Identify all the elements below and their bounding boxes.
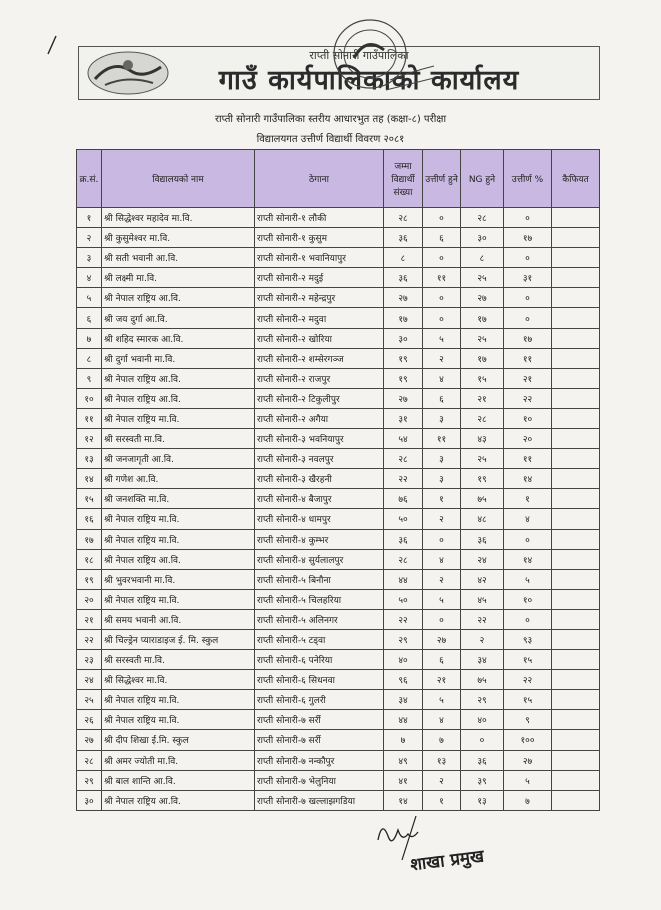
table-row (77, 408, 600, 428)
cell-remarks (552, 449, 600, 469)
cell-ng: ० (461, 730, 504, 750)
cell-total: ४१ (384, 770, 423, 790)
cell-passed: ० (423, 529, 461, 549)
cell-sn: ३० (77, 790, 102, 810)
cell-ng: १३ (461, 790, 504, 810)
cell-total: ९६ (384, 670, 423, 690)
cell-total: २८ (384, 549, 423, 569)
cell-passed: १३ (423, 750, 461, 770)
municipality-name: राप्ती सोनारी गाउँपालिका (309, 49, 409, 62)
header-sn: क्र.सं. (77, 150, 102, 208)
cell-passed: २ (423, 569, 461, 589)
cell-pass-percent: ७ (504, 790, 552, 810)
cell-pass-percent: २२ (504, 670, 552, 690)
cell-address: राप्ती सोनारी-२ राजपुर (255, 368, 384, 388)
cell-ng: २१ (461, 388, 504, 408)
cell-total: ४४ (384, 710, 423, 730)
cell-remarks (552, 248, 600, 268)
cell-total: ३१ (384, 408, 423, 428)
cell-total: ३४ (384, 690, 423, 710)
cell-pass-percent: २२ (504, 388, 552, 408)
cell-total: ५० (384, 589, 423, 609)
cell-school-name: श्री दुर्गा भवानी मा.वि. (102, 348, 255, 368)
cell-ng: ७५ (461, 489, 504, 509)
cell-sn: २३ (77, 650, 102, 670)
exam-title: राप्ती सोनारी गाउँपालिका स्तरीय आधारभुत तह (कक्षा-८) परीक्षा (214, 114, 447, 125)
cell-passed: ४ (423, 549, 461, 569)
cell-pass-percent: ० (504, 529, 552, 549)
cell-address: राप्ती सोनारी-३ खैरहनी (255, 469, 384, 489)
cell-ng: ४८ (461, 509, 504, 529)
cell-address: राप्ती सोनारी-६ सिधनवा (255, 670, 384, 690)
cell-address: राप्ती सोनारी-४ बैजापुर (255, 489, 384, 509)
cell-passed: २ (423, 509, 461, 529)
cell-sn: २२ (77, 629, 102, 649)
cell-pass-percent: १५ (504, 650, 552, 670)
cell-total: २७ (384, 388, 423, 408)
cell-ng: ७५ (461, 670, 504, 690)
cell-address: राप्ती सोनारी-७ भेलुनिया (255, 770, 384, 790)
cell-ng: १५ (461, 368, 504, 388)
cell-school-name: श्री कुसुमेश्वर मा.वि. (102, 228, 255, 248)
cell-remarks (552, 790, 600, 810)
cell-school-name: श्री नेपाल राष्ट्रिय आ.वि. (102, 288, 255, 308)
cell-total: १९ (384, 368, 423, 388)
cell-address: राप्ती सोनारी-५ टड्वा (255, 629, 384, 649)
table-row (77, 308, 600, 328)
cell-ng: २ (461, 629, 504, 649)
table-row (77, 248, 600, 268)
header-pass-percent: उत्तीर्ण % (504, 150, 552, 208)
cell-address: राप्ती सोनारी-२ अगैया (255, 408, 384, 428)
cell-pass-percent: १४ (504, 469, 552, 489)
cell-remarks (552, 408, 600, 428)
cell-pass-percent: ० (504, 609, 552, 629)
cell-school-name: श्री नेपाल राष्ट्रिय मा.वि. (102, 690, 255, 710)
cell-sn: २६ (77, 710, 102, 730)
table-row (77, 690, 600, 710)
table-row (77, 650, 600, 670)
cell-pass-percent: ० (504, 308, 552, 328)
cell-remarks (552, 228, 600, 248)
cell-school-name: श्री समय भवानी आ.वि. (102, 609, 255, 629)
cell-ng: ३६ (461, 750, 504, 770)
cell-remarks (552, 308, 600, 328)
cell-address: राप्ती सोनारी-२ टिकुलीपुर (255, 388, 384, 408)
table-row (77, 710, 600, 730)
cell-address: राप्ती सोनारी-१ भवानियापुर (255, 248, 384, 268)
cell-ng: २८ (461, 208, 504, 228)
header-school-name: विद्यालयको नाम (102, 150, 255, 208)
cell-school-name: श्री सरस्वती मा.वि. (102, 650, 255, 670)
cell-address: राप्ती सोनारी-६ गुलरी (255, 690, 384, 710)
cell-ng: ३६ (461, 529, 504, 549)
cell-pass-percent: १० (504, 408, 552, 428)
cell-pass-percent: ३१ (504, 268, 552, 288)
cell-address: राप्ती सोनारी-७ खल्लाझगडिया (255, 790, 384, 810)
cell-ng: ८ (461, 248, 504, 268)
cell-ng: २४ (461, 549, 504, 569)
table-row (77, 388, 600, 408)
table-header-row (77, 150, 600, 208)
cell-address: राप्ती सोनारी-४ धामपुर (255, 509, 384, 529)
cell-passed: ७ (423, 730, 461, 750)
cell-address: राप्ती सोनारी-७ सर्री (255, 730, 384, 750)
cell-ng: १७ (461, 348, 504, 368)
cell-school-name: श्री सिद्धेश्वर मा.वि. (102, 670, 255, 690)
cell-passed: २ (423, 348, 461, 368)
cell-school-name: श्री सिद्धेश्वर महादेव मा.वि. (102, 208, 255, 228)
cell-ng: ४३ (461, 429, 504, 449)
cell-ng: १७ (461, 308, 504, 328)
table-row (77, 509, 600, 529)
cell-sn: २५ (77, 690, 102, 710)
cell-passed: ६ (423, 650, 461, 670)
table-row (77, 730, 600, 750)
cell-sn: ५ (77, 288, 102, 308)
cell-passed: ० (423, 288, 461, 308)
cell-remarks (552, 529, 600, 549)
cell-remarks (552, 429, 600, 449)
cell-passed: ० (423, 248, 461, 268)
report-title: विद्यालयगत उत्तीर्ण विद्यार्थी विवरण २०८१ (256, 134, 405, 145)
cell-sn: १९ (77, 569, 102, 589)
cell-total: २८ (384, 208, 423, 228)
cell-passed: ३ (423, 449, 461, 469)
cell-school-name: श्री नेपाल राष्ट्रिय मा.वि. (102, 408, 255, 428)
cell-ng: ३९ (461, 770, 504, 790)
cell-total: ४० (384, 650, 423, 670)
header-total-students: जम्मा विद्यार्थी संख्या (384, 150, 423, 208)
cell-passed: ३ (423, 469, 461, 489)
cell-remarks (552, 388, 600, 408)
cell-passed: ५ (423, 589, 461, 609)
cell-remarks (552, 650, 600, 670)
cell-sn: १४ (77, 469, 102, 489)
cell-remarks (552, 670, 600, 690)
cell-sn: २ (77, 228, 102, 248)
cell-address: राप्ती सोनारी-४ सुर्यलालपुर (255, 549, 384, 569)
cell-ng: २५ (461, 328, 504, 348)
cell-passed: ४ (423, 710, 461, 730)
table-row (77, 348, 600, 368)
cell-school-name: श्री गणेश आ.वि. (102, 469, 255, 489)
table-row (77, 469, 600, 489)
cell-passed: ११ (423, 268, 461, 288)
cell-address: राप्ती सोनारी-२ खोरिया (255, 328, 384, 348)
cell-address: राप्ती सोनारी-४ कुम्भर (255, 529, 384, 549)
cell-passed: ३ (423, 408, 461, 428)
cell-sn: १८ (77, 549, 102, 569)
results-table (76, 149, 600, 811)
table-row (77, 589, 600, 609)
cell-pass-percent: ९३ (504, 629, 552, 649)
cell-pass-percent: ९ (504, 710, 552, 730)
cell-remarks (552, 750, 600, 770)
table-row (77, 268, 600, 288)
cell-school-name: श्री जनशक्ति मा.वि. (102, 489, 255, 509)
cell-remarks (552, 589, 600, 609)
cell-address: राप्ती सोनारी-५ बिनौना (255, 569, 384, 589)
table-row (77, 328, 600, 348)
cell-total: १४ (384, 790, 423, 810)
cell-pass-percent: २० (504, 429, 552, 449)
cell-school-name: श्री शहिद स्मारक आ.वि. (102, 328, 255, 348)
cell-sn: २९ (77, 770, 102, 790)
cell-passed: ० (423, 208, 461, 228)
cell-school-name: श्री नेपाल राष्ट्रिय आ.वि. (102, 368, 255, 388)
cell-total: ४९ (384, 750, 423, 770)
cell-total: ४४ (384, 569, 423, 589)
cell-address: राप्ती सोनारी-५ चिलहरिया (255, 589, 384, 609)
cell-total: ३६ (384, 268, 423, 288)
cell-ng: ४० (461, 710, 504, 730)
cell-total: २८ (384, 449, 423, 469)
cell-pass-percent: १५ (504, 690, 552, 710)
cell-total: ५० (384, 509, 423, 529)
cell-remarks (552, 268, 600, 288)
cell-school-name: श्री सरस्वती मा.वि. (102, 429, 255, 449)
cell-remarks (552, 328, 600, 348)
office-name: गाउँ कार्यपालिकाको कार्यालय (218, 65, 520, 96)
cell-remarks (552, 489, 600, 509)
signatory-title: शाखा प्रमुख (409, 846, 486, 876)
table-row (77, 208, 600, 228)
cell-school-name: श्री नेपाल राष्ट्रिय मा.वि. (102, 509, 255, 529)
cell-school-name: श्री चिल्ड्रेन प्याराडाइज ई. मि. स्कुल (102, 629, 255, 649)
table-row (77, 629, 600, 649)
cell-sn: १६ (77, 509, 102, 529)
table-row (77, 790, 600, 810)
cell-total: २२ (384, 609, 423, 629)
cell-sn: २४ (77, 670, 102, 690)
cell-school-name: श्री भुवरभवानी मा.वि. (102, 569, 255, 589)
cell-school-name: श्री सती भवानी आ.वि. (102, 248, 255, 268)
cell-sn: ९ (77, 368, 102, 388)
cell-remarks (552, 730, 600, 750)
table-row (77, 449, 600, 469)
cell-passed: ० (423, 609, 461, 629)
cell-sn: १० (77, 388, 102, 408)
table-row (77, 529, 600, 549)
cell-school-name: श्री लक्ष्मी मा.वि. (102, 268, 255, 288)
cell-school-name: श्री नेपाल राष्ट्रिय मा.वि. (102, 710, 255, 730)
cell-remarks (552, 770, 600, 790)
cell-remarks (552, 469, 600, 489)
cell-ng: २७ (461, 288, 504, 308)
cell-pass-percent: ११ (504, 449, 552, 469)
cell-sn: २० (77, 589, 102, 609)
cell-pass-percent: ५ (504, 569, 552, 589)
cell-remarks (552, 609, 600, 629)
pen-mark (42, 34, 72, 56)
cell-ng: ४५ (461, 589, 504, 609)
cell-ng: २९ (461, 690, 504, 710)
cell-remarks (552, 569, 600, 589)
cell-pass-percent: ० (504, 208, 552, 228)
cell-pass-percent: ५ (504, 770, 552, 790)
cell-passed: ६ (423, 388, 461, 408)
cell-remarks (552, 368, 600, 388)
cell-address: राप्ती सोनारी-३ नवलपुर (255, 449, 384, 469)
cell-pass-percent: १७ (504, 228, 552, 248)
cell-school-name: श्री नेपाल राष्ट्रिय आ.वि. (102, 388, 255, 408)
office-stamp (330, 14, 438, 100)
cell-sn: २१ (77, 609, 102, 629)
header-remarks: कैफियत (552, 150, 600, 208)
cell-ng: २८ (461, 408, 504, 428)
cell-passed: २ (423, 770, 461, 790)
table-row (77, 750, 600, 770)
cell-address: राप्ती सोनारी-६ पनेरिया (255, 650, 384, 670)
table-row (77, 368, 600, 388)
cell-total: ७ (384, 730, 423, 750)
cell-remarks (552, 509, 600, 529)
cell-passed: ० (423, 308, 461, 328)
header-passed: उत्तीर्ण हुने (423, 150, 461, 208)
cell-pass-percent: १४ (504, 549, 552, 569)
cell-pass-percent: ४ (504, 509, 552, 529)
cell-school-name: श्री नेपाल राष्ट्रिय आ.वि. (102, 549, 255, 569)
cell-school-name: श्री जय दुर्गा आ.वि. (102, 308, 255, 328)
cell-remarks (552, 710, 600, 730)
cell-pass-percent: ११ (504, 348, 552, 368)
cell-passed: ११ (423, 429, 461, 449)
cell-school-name: श्री नेपाल राष्ट्रिय मा.वि. (102, 529, 255, 549)
cell-passed: २७ (423, 629, 461, 649)
cell-remarks (552, 629, 600, 649)
table-row (77, 549, 600, 569)
cell-address: राप्ती सोनारी-२ महेन्द्रपुर (255, 288, 384, 308)
cell-ng: ४२ (461, 569, 504, 589)
cell-pass-percent: १ (504, 489, 552, 509)
cell-passed: ५ (423, 690, 461, 710)
cell-passed: ५ (423, 328, 461, 348)
cell-sn: १२ (77, 429, 102, 449)
header-address: ठेगाना (255, 150, 384, 208)
cell-ng: १९ (461, 469, 504, 489)
table-row (77, 288, 600, 308)
cell-ng: २२ (461, 609, 504, 629)
cell-ng: ३४ (461, 650, 504, 670)
cell-remarks (552, 288, 600, 308)
cell-sn: २८ (77, 750, 102, 770)
cell-sn: ८ (77, 348, 102, 368)
cell-total: ३६ (384, 529, 423, 549)
cell-school-name: श्री दीप शिखा ई.मि. स्कुल (102, 730, 255, 750)
cell-total: २७ (384, 288, 423, 308)
table-row (77, 569, 600, 589)
table-row (77, 670, 600, 690)
cell-sn: ३ (77, 248, 102, 268)
cell-pass-percent: १७ (504, 328, 552, 348)
cell-address: राप्ती सोनारी-१ कुसुम (255, 228, 384, 248)
table-row (77, 489, 600, 509)
cell-sn: १३ (77, 449, 102, 469)
table-row (77, 228, 600, 248)
cell-sn: ६ (77, 308, 102, 328)
cell-school-name: श्री नेपाल राष्ट्रिय मा.वि. (102, 589, 255, 609)
cell-total: २९ (384, 629, 423, 649)
cell-passed: ६ (423, 228, 461, 248)
cell-passed: ४ (423, 368, 461, 388)
cell-sn: २७ (77, 730, 102, 750)
cell-address: राप्ती सोनारी-२ मदुवा (255, 308, 384, 328)
cell-passed: १ (423, 489, 461, 509)
cell-address: राप्ती सोनारी-२ मदुई (255, 268, 384, 288)
cell-ng: २५ (461, 268, 504, 288)
cell-pass-percent: २१ (504, 368, 552, 388)
cell-remarks (552, 549, 600, 569)
cell-school-name: श्री अमर ज्योती मा.वि. (102, 750, 255, 770)
cell-address: राप्ती सोनारी-३ भवनियापुर (255, 429, 384, 449)
cell-total: २२ (384, 469, 423, 489)
cell-sn: १५ (77, 489, 102, 509)
cell-pass-percent: १०० (504, 730, 552, 750)
cell-passed: २१ (423, 670, 461, 690)
cell-address: राप्ती सोनारी-२ शम्सेरगञ्ज (255, 348, 384, 368)
cell-school-name: श्री जनजागृती आ.वि. (102, 449, 255, 469)
cell-total: ३० (384, 328, 423, 348)
cell-total: १९ (384, 348, 423, 368)
cell-total: १७ (384, 308, 423, 328)
cell-remarks (552, 690, 600, 710)
cell-school-name: श्री नेपाल राष्ट्रिय आ.वि. (102, 790, 255, 810)
cell-pass-percent: १० (504, 589, 552, 609)
cell-address: राप्ती सोनारी-१ लौकी (255, 208, 384, 228)
cell-total: ७६ (384, 489, 423, 509)
cell-pass-percent: २७ (504, 750, 552, 770)
cell-sn: ४ (77, 268, 102, 288)
cell-sn: ११ (77, 408, 102, 428)
cell-pass-percent: ० (504, 248, 552, 268)
cell-sn: १७ (77, 529, 102, 549)
cell-sn: ७ (77, 328, 102, 348)
header-ng: NG हुने (461, 150, 504, 208)
cell-ng: २५ (461, 449, 504, 469)
table-row (77, 770, 600, 790)
cell-pass-percent: ० (504, 288, 552, 308)
cell-school-name: श्री बाल शान्ति आ.वि. (102, 770, 255, 790)
cell-address: राप्ती सोनारी-७ नन्कौपुर (255, 750, 384, 770)
cell-total: ८ (384, 248, 423, 268)
cell-total: ३६ (384, 228, 423, 248)
cell-remarks (552, 208, 600, 228)
cell-ng: ३० (461, 228, 504, 248)
table-row (77, 609, 600, 629)
cell-total: ५४ (384, 429, 423, 449)
cell-remarks (552, 348, 600, 368)
cell-address: राप्ती सोनारी-५ अलिनगर (255, 609, 384, 629)
cell-sn: १ (77, 208, 102, 228)
cell-passed: १ (423, 790, 461, 810)
cell-address: राप्ती सोनारी-७ सर्री (255, 710, 384, 730)
table-row (77, 429, 600, 449)
